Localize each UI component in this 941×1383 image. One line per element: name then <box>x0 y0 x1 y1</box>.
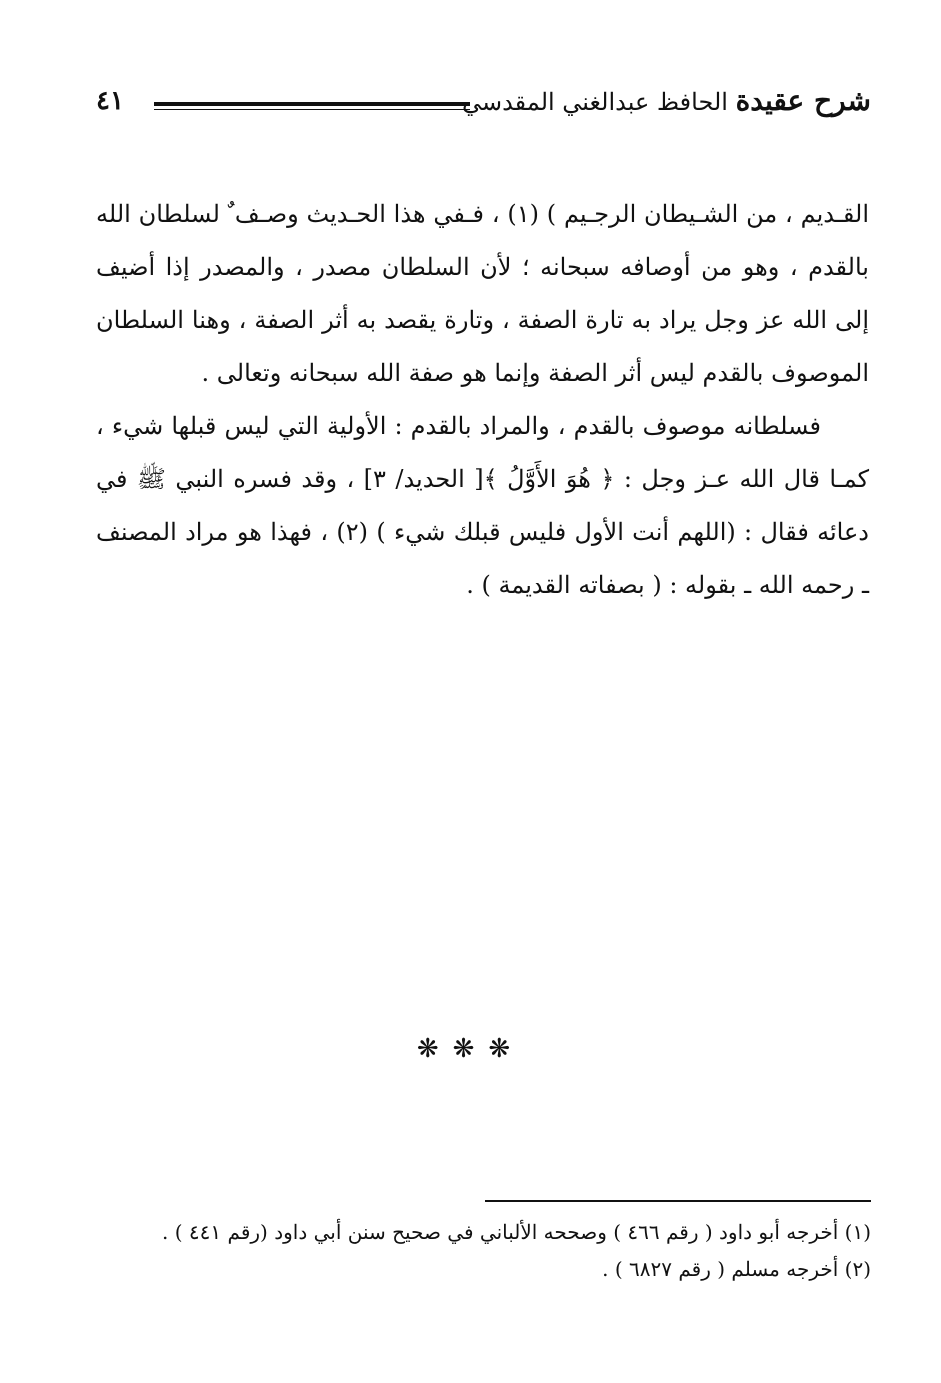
footnote-1: (١) أخرجه أبو داود ( رقم ٤٦٦ ) وصححه الألباني في صحيح سنن أبي داود (رقم ٤٤١ ) . <box>162 1220 871 1244</box>
footnote-divider <box>485 1200 871 1202</box>
running-title-strong: شرح عقيدة <box>735 84 871 117</box>
main-text <box>96 188 869 612</box>
page-number: ٤١ <box>96 86 124 116</box>
header-rule-thin <box>154 109 470 110</box>
footnote-2: (٢) أخرجه مسلم ( رقم ٦٨٢٧ ) . <box>602 1257 871 1281</box>
page-header <box>96 78 871 124</box>
footnotes <box>96 1214 871 1288</box>
header-rule-thick <box>154 102 470 106</box>
paragraph-2: فسلطانه موصوف بالقدم ، والمراد بالقدم : الأولية التي ليس قبلها شيء ، كمـا قال الله عـز وجل : ﴿ هُوَ الأَوَّلُ ﴾[ الحديد/ ٣] ، وقد فسره النبي ﷺ في دعائه فقال : (اللهم أنت الأول فليس قبلك شيء ) (٢) ، فهذا هو مراد المصنف ـ رحمه الله ـ بقوله : ( بصفاته القديمة ) . <box>96 412 870 599</box>
running-title-rest: الحافظ عبدالغني المقدسي <box>461 88 736 116</box>
paragraph-1: القـديم ، من الشـيطان الرجـيم ) (١) ، فـفي هذا الحـديث وصـف ٌ لسلطان الله بالقدم ، وهو من أوصافه سبحانه ؛ لأن السلطان مصدر ، والمصدر إذا أضيف إلى الله عز وجل يراد به تارة الصفة ، وتارة يقصد به أثر الصفة ، وهنا السلطان الموصوف بالقدم ليس أثر الصفة وإنما هو صفة الله سبحانه وتعالى . <box>96 200 869 387</box>
section-separator-asterisks: ❋❋❋ <box>416 1034 525 1064</box>
running-title <box>462 78 871 125</box>
